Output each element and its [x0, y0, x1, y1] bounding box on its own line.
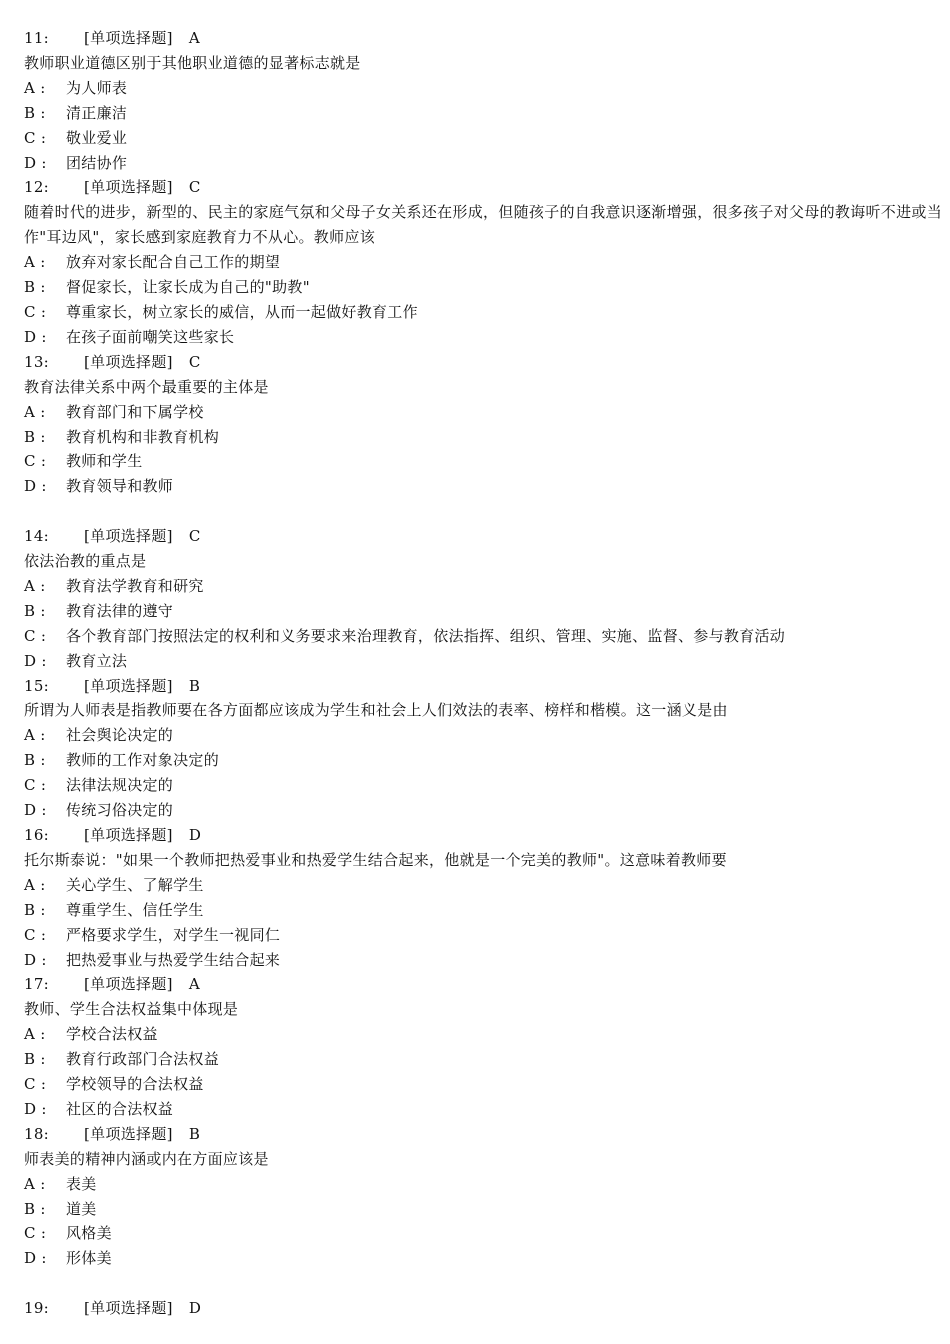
option-d — [24, 948, 944, 973]
option-text: 放弃对家长配合自己工作的期望 — [66, 253, 281, 272]
question-number: 14: — [24, 527, 50, 546]
question-stem: 师表美的精神内涵或内在方面应该是 — [24, 1149, 269, 1168]
option-letter: A : — [24, 726, 46, 745]
question-14 — [24, 524, 944, 673]
option-letter: A : — [24, 402, 46, 421]
option-letter: B : — [24, 601, 46, 620]
option-c — [24, 1072, 944, 1097]
question-number: 16: — [24, 825, 50, 844]
question-type: [单项选择题] — [84, 178, 173, 197]
option-text: 社区的合法权益 — [66, 1099, 174, 1118]
option-letter: D : — [24, 950, 47, 969]
question-header — [24, 1296, 944, 1321]
option-text: 在孩子面前嘲笑这些家长 — [66, 327, 235, 346]
answer-key: B — [188, 676, 201, 695]
option-d — [24, 649, 944, 674]
option-b — [24, 1197, 944, 1222]
question-17 — [24, 972, 944, 1121]
question-stem: 依法治教的重点是 — [24, 552, 147, 571]
question-type: [单项选择题] — [84, 1299, 173, 1318]
option-text: 严格要求学生，对学生一视同仁 — [66, 925, 281, 944]
question-type: [单项选择题] — [84, 975, 173, 994]
option-text: 传统习俗决定的 — [66, 801, 174, 820]
question-stem: 随着时代的进步，新型的、民主的家庭气氛和父母子女关系还在形成，但随孩子的自我意识逐渐增强，很多孩子对父母的教诲听不进或当作"耳边风"，家长感到家庭教育力不从心。教师应该 — [24, 203, 943, 247]
answer-key: A — [188, 975, 200, 994]
option-text: 教师的工作对象决定的 — [66, 751, 220, 770]
option-letter: A : — [24, 1025, 46, 1044]
question-header — [24, 1122, 944, 1147]
option-letter: C : — [24, 626, 47, 645]
option-letter: D : — [24, 327, 47, 346]
question-stem: 教育法律关系中两个最重要的主体是 — [24, 377, 269, 396]
question-type: [单项选择题] — [84, 29, 173, 47]
option-d — [24, 1097, 944, 1122]
question-header — [24, 175, 944, 200]
answer-key: A — [188, 29, 200, 47]
option-letter: D : — [24, 1099, 47, 1118]
option-text: 社会舆论决定的 — [66, 726, 174, 745]
option-letter: D : — [24, 1249, 47, 1268]
option-letter: B : — [24, 1050, 46, 1069]
question-header — [24, 674, 944, 699]
option-letter: B : — [24, 751, 46, 770]
question-stem: 托尔斯泰说："如果一个教师把热爱事业和热爱学生结合起来，他就是一个完美的教师"。这意味着教师要 — [24, 850, 727, 869]
question-stem: 教师、学生合法权益集中体现是 — [24, 1000, 239, 1019]
option-text: 学校领导的合法权益 — [66, 1075, 204, 1094]
question-header — [24, 823, 944, 848]
option-letter: D : — [24, 651, 47, 670]
option-letter: B : — [24, 427, 46, 446]
option-c — [24, 773, 944, 798]
blank-line — [24, 499, 944, 524]
answer-key: C — [188, 178, 201, 197]
option-letter: B : — [24, 278, 46, 297]
option-letter: C : — [24, 128, 47, 147]
option-letter: A : — [24, 253, 46, 272]
option-a — [24, 1022, 944, 1047]
option-letter: B : — [24, 103, 46, 122]
option-letter: A : — [24, 1174, 46, 1193]
option-b — [24, 101, 944, 126]
option-b — [24, 425, 944, 450]
question-type: [单项选择题] — [84, 527, 173, 546]
option-text: 教师和学生 — [66, 452, 143, 471]
option-text: 风格美 — [66, 1224, 112, 1243]
option-b — [24, 898, 944, 923]
question-number: 18: — [24, 1124, 50, 1143]
question-number: 19: — [24, 1299, 50, 1318]
option-letter: C : — [24, 452, 47, 471]
option-c — [24, 923, 944, 948]
option-letter: A : — [24, 875, 46, 894]
option-text: 敬业爱业 — [66, 128, 128, 147]
option-a — [24, 400, 944, 425]
option-letter: D : — [24, 801, 47, 820]
option-text: 教育部门和下属学校 — [66, 402, 204, 421]
option-d — [24, 325, 944, 350]
question-header — [24, 26, 944, 51]
option-text: 为人师表 — [66, 78, 128, 97]
question-15 — [24, 674, 944, 823]
option-text: 教育法律的遵守 — [66, 601, 174, 620]
option-text: 各个教育部门按照法定的权利和义务要求来治理教育，依法指挥、组织、管理、实施、监督、参与教育活动 — [66, 626, 786, 645]
question-16 — [24, 823, 944, 972]
option-letter: A : — [24, 576, 46, 595]
question-stem: 所谓为人师表是指教师要在各方面都应该成为学生和社会上人们效法的表率、榜样和楷模。这一涵义是由 — [24, 701, 728, 720]
question-13 — [24, 350, 944, 499]
option-a — [24, 1172, 944, 1197]
question-number: 17: — [24, 975, 50, 994]
option-text: 关心学生、了解学生 — [66, 875, 204, 894]
option-c — [24, 624, 944, 649]
option-letter: B : — [24, 1199, 46, 1218]
option-c — [24, 1221, 944, 1246]
option-c — [24, 449, 944, 474]
option-letter: C : — [24, 1224, 47, 1243]
blank-line — [24, 1271, 944, 1296]
option-c — [24, 126, 944, 151]
option-d — [24, 151, 944, 176]
option-text: 把热爱事业与热爱学生结合起来 — [66, 950, 281, 969]
document-body — [24, 26, 944, 1321]
option-text: 学校合法权益 — [66, 1025, 158, 1044]
question-stem: 教师职业道德区别于其他职业道德的显著标志就是 — [24, 53, 361, 72]
question-11 — [24, 26, 944, 175]
question-header — [24, 972, 944, 997]
option-d — [24, 798, 944, 823]
option-text: 形体美 — [66, 1249, 112, 1268]
question-header — [24, 350, 944, 375]
option-a — [24, 574, 944, 599]
option-letter: C : — [24, 776, 47, 795]
option-d — [24, 1246, 944, 1271]
question-type: [单项选择题] — [84, 1124, 173, 1143]
option-text: 道美 — [66, 1199, 97, 1218]
question-type: [单项选择题] — [84, 676, 173, 695]
option-letter: C : — [24, 925, 47, 944]
option-b — [24, 275, 944, 300]
question-number: 15: — [24, 676, 50, 695]
question-number: 12: — [24, 178, 50, 197]
option-d — [24, 474, 944, 499]
option-text: 教育机构和非教育机构 — [66, 427, 220, 446]
option-text: 清正廉洁 — [66, 103, 128, 122]
option-letter: C : — [24, 302, 47, 321]
option-a — [24, 873, 944, 898]
question-12 — [24, 175, 944, 349]
option-b — [24, 599, 944, 624]
option-letter: D : — [24, 153, 47, 172]
question-header — [24, 524, 944, 549]
question-18 — [24, 1122, 944, 1271]
option-letter: D : — [24, 477, 47, 496]
option-letter: A : — [24, 78, 46, 97]
option-text: 团结协作 — [66, 153, 128, 172]
option-a — [24, 250, 944, 275]
option-a — [24, 76, 944, 101]
question-type: [单项选择题] — [84, 352, 173, 371]
answer-key: C — [188, 352, 201, 371]
option-b — [24, 1047, 944, 1072]
option-letter: C : — [24, 1075, 47, 1094]
question-type: [单项选择题] — [84, 825, 173, 844]
question-number: 13: — [24, 352, 50, 371]
option-text: 教育领导和教师 — [66, 477, 174, 496]
question-19 — [24, 1296, 944, 1321]
option-text: 法律法规决定的 — [66, 776, 174, 795]
option-text: 教育行政部门合法权益 — [66, 1050, 220, 1069]
option-text: 尊重学生、信任学生 — [66, 900, 204, 919]
answer-key: D — [188, 825, 202, 844]
option-c — [24, 300, 944, 325]
option-text: 表美 — [66, 1174, 97, 1193]
question-number: 11: — [24, 29, 50, 47]
answer-key: B — [188, 1124, 201, 1143]
answer-key: D — [188, 1299, 202, 1318]
option-a — [24, 723, 944, 748]
answer-key: C — [188, 527, 201, 546]
option-text: 尊重家长，树立家长的威信，从而一起做好教育工作 — [66, 302, 418, 321]
option-text: 督促家长，让家长成为自己的"助教" — [66, 278, 310, 297]
option-text: 教育法学教育和研究 — [66, 576, 204, 595]
option-letter: B : — [24, 900, 46, 919]
option-text: 教育立法 — [66, 651, 128, 670]
option-b — [24, 748, 944, 773]
